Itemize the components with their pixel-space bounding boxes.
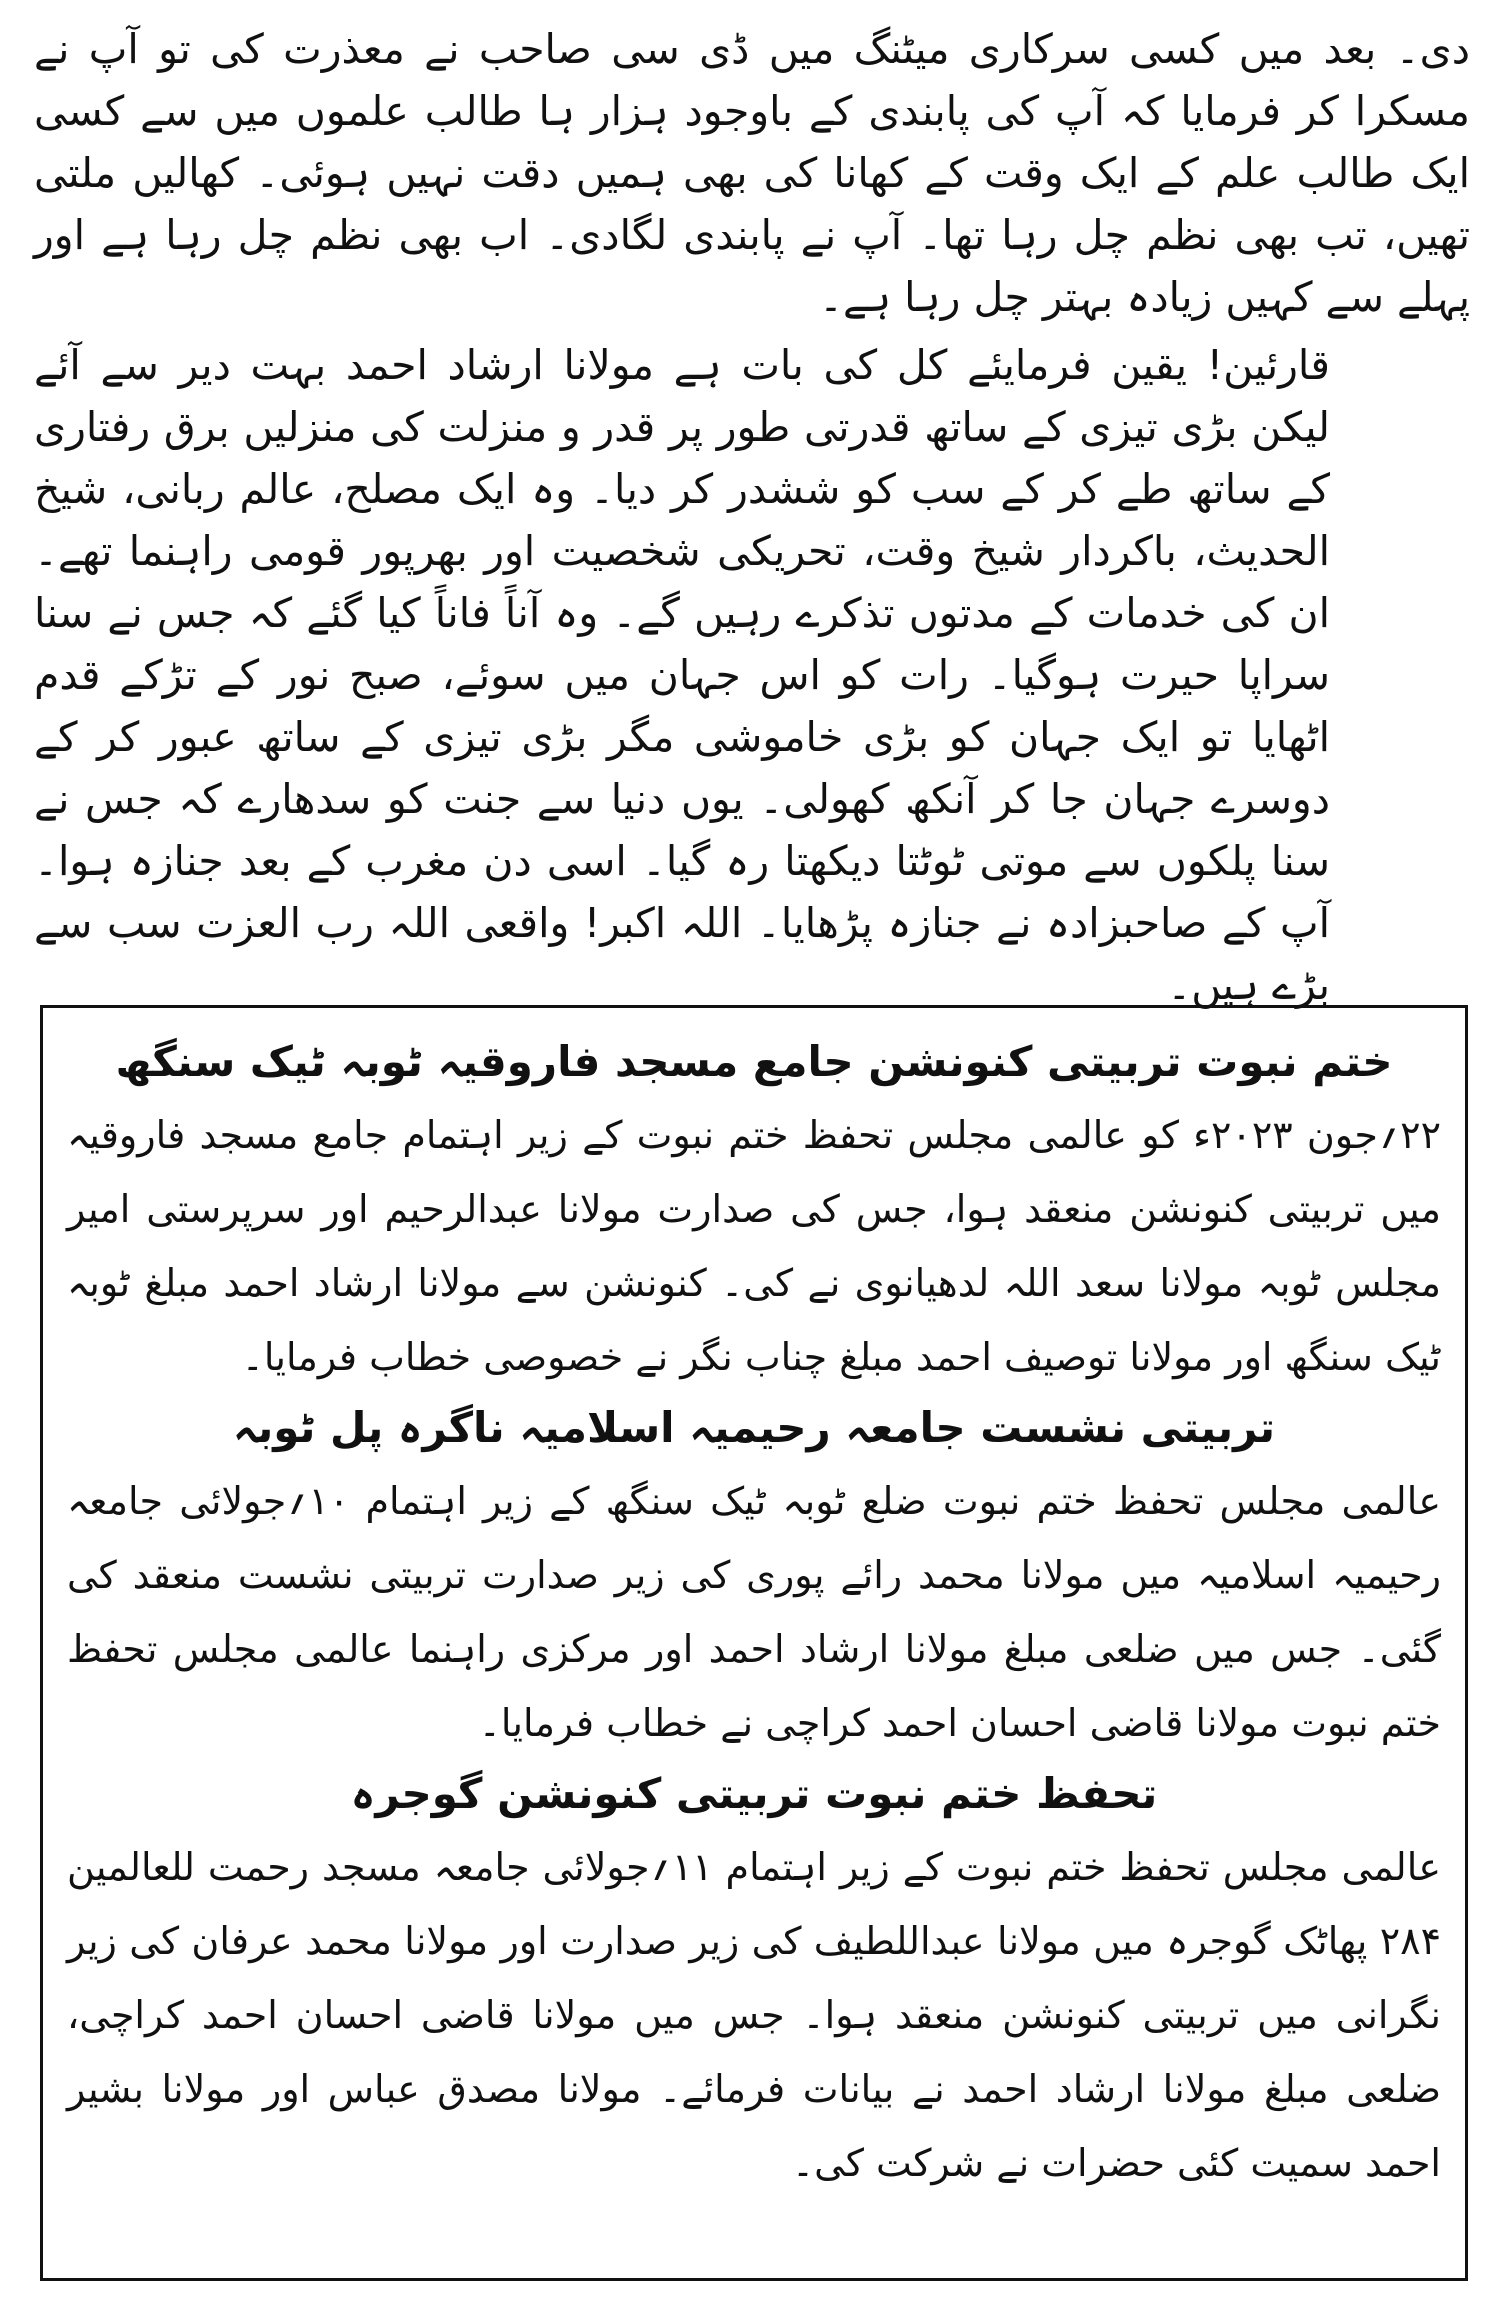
news-box [40, 1005, 1468, 2281]
news-section [67, 1398, 1441, 1760]
article-text [34, 18, 1470, 1016]
news-body: عالمی مجلس تحفظ ختم نبوت ضلع ٹوبہ ٹیک سنگھ کے زیر اہتمام ۱۰؍جولائی جامعہ رحیمیہ اسلامیہ میں مولانا محمد رائے پوری کی زیر صدارت تربیتی نشست منعقد کی گئی۔ جس میں ضلعی مبلغ مولانا ارشاد احمد اور مرکزی راہنما عالمی مجلس تحفظ ختم نبوت مولانا قاضی احسان احمد کراچی نے خطاب فرمایا۔ [67, 1479, 1441, 1745]
news-section [67, 1764, 1441, 2200]
news-body: عالمی مجلس تحفظ ختم نبوت کے زیر اہتمام ۱۱؍جولائی جامعہ مسجد رحمت للعالمین ۲۸۴ پھاٹک گوجرہ میں مولانا عبداللطیف کی زیر صدارت اور مولانا محمد عرفان کی زیر نگرانی میں تربیتی کنونشن منعقد ہوا۔ جس میں مولانا قاضی احسان احمد کراچی، ضلعی مبلغ مولانا ارشاد احمد نے بیانات فرمائے۔ مولانا مصدق عباس اور مولانا بشیر احمد سمیت کئی حضرات نے شرکت کی۔ [67, 1845, 1441, 2185]
article-paragraph: قارئین! یقین فرمایئے کل کی بات ہے مولانا ارشاد احمد بہت دیر سے آئے لیکن بڑی تیزی کے ساتھ قدرتی طور پر قدر و منزلت کی منزلیں برق رفتاری کے ساتھ طے کر کے سب کو ششدر کر دیا۔ وہ ایک مصلح، عالم ربانی، شیخ الحدیث، باکردار شیخ وقت، تحریکی شخصیت اور بھرپور قومی راہنما تھے۔ ان کی خدمات کے مدتوں تذکرے رہیں گے۔ وہ آناً فاناً کیا گئے کہ جس نے سنا سراپا حیرت ہوگیا۔ رات کو اس جہان میں سوئے، صبح نور کے تڑکے قدم اٹھایا تو ایک جہان کو بڑی خاموشی مگر بڑی تیزی کے ساتھ عبور کر کے دوسرے جہان جا کر آنکھ کھولی۔ یوں دنیا سے جنت کو سدھارے کہ جس نے سنا پلکوں سے موتی ٹوٹتا دیکھتا رہ گیا۔ اسی دن مغرب کے بعد جنازہ ہوا۔ آپ کے صاحبزادہ نے جنازہ پڑھایا۔ اللہ اکبر! واقعی اللہ رب العزت سب سے بڑے ہیں۔ [34, 341, 1330, 1009]
article-paragraph: دی۔ بعد میں کسی سرکاری میٹنگ میں ڈی سی صاحب نے معذرت کی تو آپ نے مسکرا کر فرمایا کہ آپ کی پابندی کے باوجود ہزار ہا طالب علموں میں سے کسی ایک طالب علم کے ایک وقت کے کھانا کی بھی ہمیں دقت نہیں ہوئی۔ کھالیں ملتی تھیں، تب بھی نظم چل رہا تھا۔ آپ نے پابندی لگادی۔ اب بھی نظم چل رہا ہے اور پہلے سے کہیں زیادہ بہتر چل رہا ہے۔ [34, 25, 1470, 321]
news-section [67, 1032, 1441, 1394]
news-body: ۲۲؍جون ۲۰۲۳ء کو عالمی مجلس تحفظ ختم نبوت کے زیر اہتمام جامع مسجد فاروقیہ میں تربیتی کنونشن منعقد ہوا، جس کی صدارت مولانا عبدالرحیم اور سرپرستی امیر مجلس ٹوبہ مولانا سعد اللہ لدھیانوی نے کی۔ کنونشن سے مولانا ارشاد احمد مبلغ ٹوبہ ٹیک سنگھ اور مولانا توصیف احمد مبلغ چناب نگر نے خصوصی خطاب فرمایا۔ [67, 1113, 1441, 1379]
news-heading: تربیتی نشست جامعہ رحیمیہ اسلامیہ ناگرہ پل ٹوبہ [232, 1403, 1276, 1452]
news-heading: تحفظ ختم نبوت تربیتی کنونشن گوجرہ [350, 1769, 1158, 1818]
news-heading: ختم نبوت تربیتی کنونشن جامع مسجد فاروقیہ ٹوبہ ٹیک سنگھ [115, 1037, 1393, 1086]
